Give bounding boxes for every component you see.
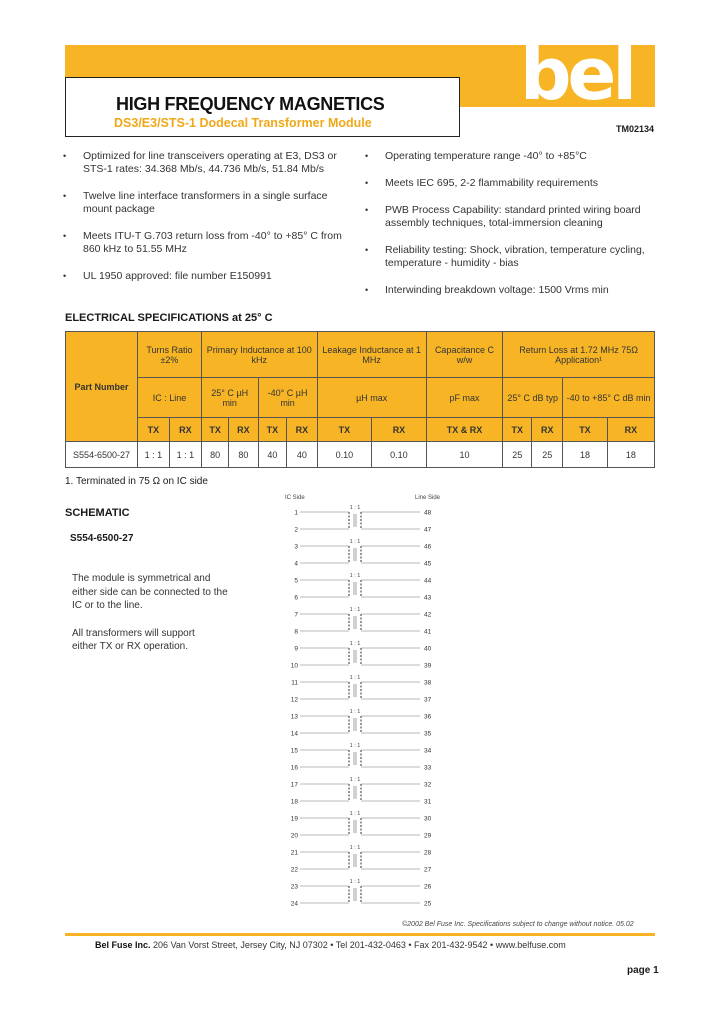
electrical-heading: ELECTRICAL SPECIFICATIONS at 25° C [65, 312, 273, 324]
pin-label-right: 36 [424, 713, 432, 721]
feature-item: • Meets IEC 695, 2-2 flammability requirements [365, 177, 657, 190]
cell: 40 [258, 442, 287, 468]
company-address: 206 Van Vorst Street, Jersey City, NJ 07302 • Tel 201-432-0463 • Fax 201-432-9542 • www.belfuse.com [153, 940, 566, 950]
tx-rx-label: TX [317, 418, 372, 442]
tx-rx-label: TX [138, 418, 170, 442]
sub-cap-max: pF max [426, 378, 503, 418]
feature-item: • Interwinding breakdown voltage: 1500 Vrms min [365, 284, 657, 297]
pin-label-right: 43 [424, 594, 432, 602]
cell: 0.10 [317, 442, 372, 468]
company-name: Bel Fuse Inc. [95, 940, 151, 950]
turns-ratio-label: 1 : 1 [349, 709, 361, 715]
sub-leak-max: µH max [317, 378, 426, 418]
pin-label-left: 19 [290, 815, 298, 823]
tx-rx-label: RX [229, 418, 258, 442]
cell: 18 [607, 442, 654, 468]
pin-label-right: 42 [424, 611, 432, 619]
sub-ind-40: -40° C µH min [258, 378, 317, 418]
pin-label-left: 6 [294, 594, 298, 602]
pin-label-left: 24 [290, 900, 298, 908]
tx-rx-label: RX [169, 418, 201, 442]
turns-ratio-label: 1 : 1 [349, 811, 361, 817]
feature-list-right [365, 150, 657, 311]
transformer-schematic [280, 490, 450, 915]
sub-ind-25: 25° C µH min [201, 378, 258, 418]
copyright: ©2002 Bel Fuse Inc. Specifications subject to change without notice. 05.02 [402, 921, 634, 928]
pin-label-left: 8 [294, 628, 298, 636]
col-turns-ratio: Turns Ratio ±2% [138, 332, 202, 378]
title-box [65, 77, 460, 137]
sub-rl-25: 25° C dB typ [503, 378, 563, 418]
pin-label-left: 5 [294, 577, 298, 585]
pin-label-left: 16 [290, 764, 298, 772]
pin-label-left: 15 [290, 747, 298, 755]
pin-label-right: 32 [424, 781, 432, 789]
turns-ratio-label: 1 : 1 [349, 641, 361, 647]
cell: 18 [563, 442, 607, 468]
cell: 1 : 1 [169, 442, 201, 468]
tx-rx-label: TX [258, 418, 287, 442]
tx-rx-label: TX [563, 418, 607, 442]
bel-logo: bel [520, 32, 634, 116]
pin-label-left: 3 [294, 543, 298, 551]
tx-rx-label: RX [532, 418, 563, 442]
pin-label-left: 20 [290, 832, 298, 840]
pin-label-left: 18 [290, 798, 298, 806]
pin-label-right: 35 [424, 730, 432, 738]
pin-label-left: 21 [290, 849, 298, 857]
pin-label-left: 23 [290, 883, 298, 891]
pin-label-right: 28 [424, 849, 432, 857]
cell: 40 [287, 442, 317, 468]
pin-label-right: 33 [424, 764, 432, 772]
cell: 25 [503, 442, 532, 468]
pin-label-right: 27 [424, 866, 432, 874]
ic-side-label: IC Side [285, 495, 305, 501]
turns-ratio-label: 1 : 1 [349, 777, 361, 783]
cell: 10 [426, 442, 503, 468]
pin-label-left: 4 [294, 560, 298, 568]
col-leakage: Leakage Inductance at 1 MHz [317, 332, 426, 378]
col-primary-inductance: Primary Inductance at 100 kHz [201, 332, 317, 378]
pin-label-left: 1 [294, 509, 298, 517]
pin-label-right: 34 [424, 747, 432, 755]
feature-item: • Meets ITU-T G.703 return loss from -40° to +85° C from 860 kHz to 51.55 MHz [63, 230, 353, 256]
turns-ratio-label: 1 : 1 [349, 879, 361, 885]
cell: 25 [532, 442, 563, 468]
electrical-spec-table [65, 331, 655, 468]
desc-symmetric: The module is symmetrical and either side can be connected to the IC or to the line. [72, 573, 228, 611]
feature-item: • Twelve line interface transformers in a single surface mount package [63, 190, 353, 216]
tx-rx-label: TX [503, 418, 532, 442]
page-title: HIGH FREQUENCY MAGNETICS [116, 94, 385, 114]
pin-label-right: 45 [424, 560, 432, 568]
pin-label-right: 47 [424, 526, 432, 534]
turns-ratio-label: 1 : 1 [349, 573, 361, 579]
pin-label-right: 41 [424, 628, 432, 636]
table-row [66, 442, 655, 468]
feature-item: • Reliability testing: Shock, vibration, temperature cycling, temperature - humidity - bias [365, 244, 657, 270]
pin-label-right: 37 [424, 696, 432, 704]
pin-label-right: 26 [424, 883, 432, 891]
pin-label-left: 17 [290, 781, 298, 789]
pin-label-right: 38 [424, 679, 432, 687]
cell: 1 : 1 [138, 442, 170, 468]
pin-label-left: 9 [294, 645, 298, 653]
turns-ratio-label: 1 : 1 [349, 607, 361, 613]
cell: 0.10 [372, 442, 427, 468]
line-side-label: Line Side [415, 495, 441, 501]
pin-label-right: 31 [424, 798, 432, 806]
pin-label-right: 44 [424, 577, 432, 585]
feature-list-left [63, 150, 353, 297]
pin-label-right: 39 [424, 662, 432, 670]
pin-label-left: 11 [291, 679, 298, 687]
feature-item: • Operating temperature range -40° to +85°C [365, 150, 657, 163]
turns-ratio-label: 1 : 1 [349, 539, 361, 545]
pin-label-right: 40 [424, 645, 432, 653]
turns-ratio-label: 1 : 1 [349, 505, 361, 511]
footer-contact [95, 940, 566, 950]
pin-label-left: 2 [294, 526, 298, 534]
turns-ratio-label: 1 : 1 [349, 675, 361, 681]
feature-item: • PWB Process Capability: standard printed wiring board assembly techniques, total-immersion cleaning [365, 204, 657, 230]
pin-label-left: 22 [290, 866, 298, 874]
feature-item: • Optimized for line transceivers operating at E3, DS3 or STS-1 rates: 34.368 Mb/s, 44.736 Mb/s, 51.84 Mb/s [63, 150, 353, 176]
schematic-part-number: S554-6500-27 [70, 533, 134, 544]
sub-ic-line: IC : Line [138, 378, 202, 418]
tx-rx-label: RX [372, 418, 427, 442]
col-part-number: Part Number [66, 332, 138, 442]
tx-rx-label: TX & RX [426, 418, 503, 442]
doc-id: TM02134 [616, 124, 655, 134]
footer-rule [65, 933, 655, 936]
cell: S554-6500-27 [66, 442, 138, 468]
footnote: 1. Terminated in 75 Ω on IC side [65, 476, 208, 487]
desc-txrx: All transformers will support either TX or RX operation. [72, 627, 195, 652]
sub-rl-40: -40 to +85° C dB min [563, 378, 655, 418]
schematic-heading: SCHEMATIC [65, 507, 130, 519]
col-return-loss: Return Loss at 1.72 MHz 75Ω Application¹ [503, 332, 655, 378]
pin-label-left: 12 [290, 696, 298, 704]
page-number: page 1 [627, 965, 659, 976]
pin-label-right: 48 [424, 509, 432, 517]
pin-label-right: 29 [424, 832, 432, 840]
page-subtitle: DS3/E3/STS-1 Dodecal Transformer Module [114, 116, 372, 130]
tx-rx-label: RX [287, 418, 317, 442]
cell: 80 [229, 442, 258, 468]
pin-label-right: 25 [424, 900, 432, 908]
feature-item: • UL 1950 approved: file number E150991 [63, 270, 353, 283]
pin-label-right: 30 [424, 815, 432, 823]
cell: 80 [201, 442, 228, 468]
tx-rx-label: TX [201, 418, 228, 442]
tx-rx-label: RX [607, 418, 654, 442]
pin-label-left: 14 [290, 730, 298, 738]
schematic-description [72, 572, 232, 668]
pin-label-right: 46 [424, 543, 432, 551]
turns-ratio-label: 1 : 1 [349, 845, 361, 851]
pin-label-left: 7 [294, 611, 298, 619]
col-capacitance: Capacitance C w/w [426, 332, 503, 378]
pin-label-left: 13 [290, 713, 298, 721]
pin-label-left: 10 [290, 662, 298, 670]
turns-ratio-label: 1 : 1 [349, 743, 361, 749]
